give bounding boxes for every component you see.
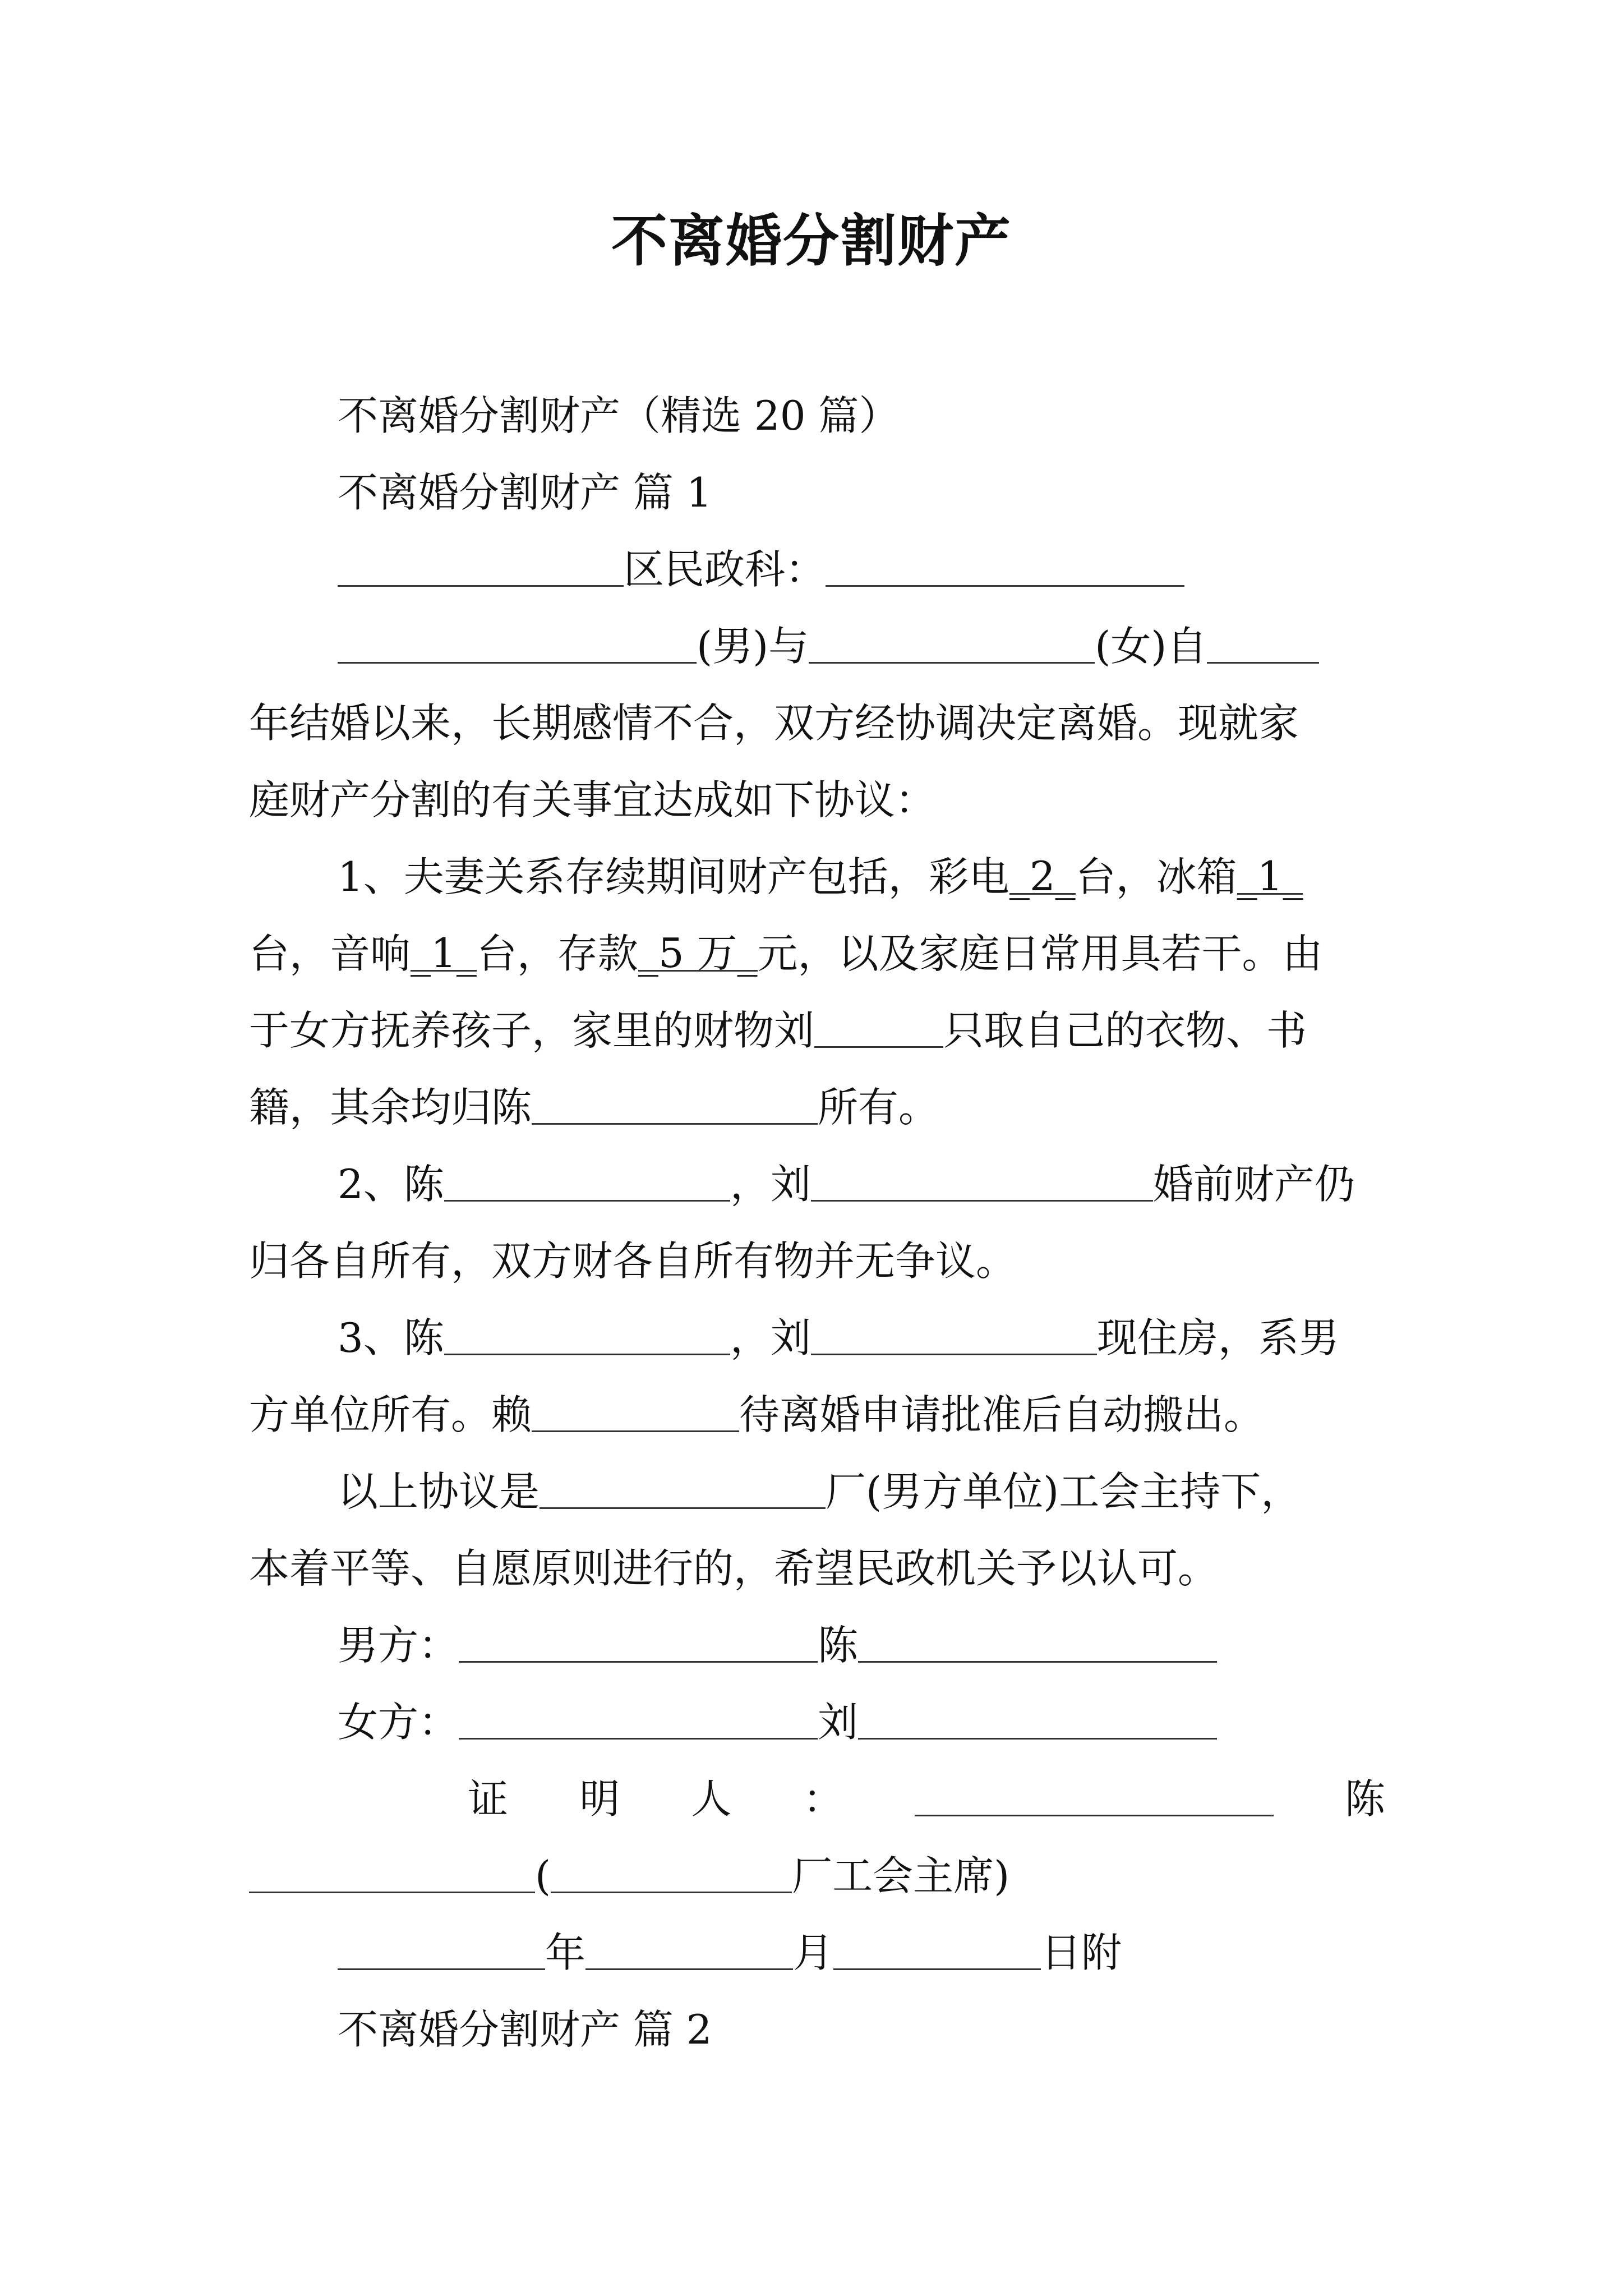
witness-role: 厂工会主席) [792,1852,1010,1899]
paragraph-4-text-b: 厂(男方单位)工会主持下， [826,1468,1302,1515]
district-label: 区民政科： [624,546,826,593]
witness-char-2: 明 [579,1775,620,1823]
blank-lai [532,1398,739,1432]
witness-paren-open: ( [535,1852,551,1899]
blank-year-date [338,1936,545,1970]
male-marker: (男)与 [697,623,809,670]
paragraph-1-line-2: 庭财产分割的有关事宜达成如下协议： [249,776,936,823]
item-1-text-e: 元，以及家庭日常用具若干。由 [757,930,1323,977]
item-1-text-a: 1、夫妻关系存续期间财产包括，彩电 [338,853,1009,900]
blank-male-signature-2 [858,1628,1217,1663]
blank-female-name [809,629,1095,664]
section-2-heading: 不离婚分割财产 篇 2 [338,2006,712,2053]
paragraph-4-line-1 [249,1453,1385,1530]
blank-witness-factory [551,1859,792,1893]
witness-char-3: 人 [691,1775,732,1823]
item-2-text-a: 2、陈 [338,1161,444,1208]
item-1-text-i: 所有。 [818,1084,939,1131]
date-year-label: 年 [545,1929,586,1976]
blank-female-signature [459,1705,818,1740]
item-2-text-b: ，刘 [730,1161,811,1208]
blank-liu-3 [811,1321,1097,1355]
female-signature-line [249,1684,1385,1761]
blank-district [338,553,624,587]
item-3-text-e: 待离婚申请批准后自动搬出。 [739,1391,1265,1438]
witness-char-4: ： [803,1775,843,1823]
blank-male-name [338,629,697,664]
paragraph-4-line-2: 本着平等、自愿原则进行的，希望民政机关予以认可。 [249,1545,1219,1592]
witness-line-1 [249,1761,1385,1838]
parties-line [249,608,1385,685]
blank-deposit: _5 万_ [638,930,758,977]
male-name: 陈 [818,1622,859,1669]
item-2-line-2: 归各自所有，双方财各自所有物并无争议。 [249,1237,1017,1285]
item-1-text-g: 只取自己的衣物、书 [943,1007,1307,1054]
date-month-label: 月 [793,1929,834,1976]
item-1-line-1 [249,839,1385,915]
blank-witness [915,1782,1274,1816]
document-title: 不离婚分割财产 [611,208,1012,274]
item-3-line-2 [249,1377,1385,1453]
subtitle: 不离婚分割财产（精选 20 篇） [338,392,900,439]
audio-count: 1 [431,930,457,977]
item-2-line-1 [249,1146,1385,1223]
blank-chen-2 [444,1167,730,1202]
item-3-text-c: 现住房，系男 [1096,1314,1339,1361]
item-1-line-2 [249,915,1385,992]
blank-chen [532,1091,818,1125]
blank-female-signature-2 [858,1705,1217,1740]
blank-fridge: _1_ [1237,853,1303,900]
witness-name: 陈 [1344,1775,1385,1823]
item-2-text-c: 婚前财产仍 [1152,1161,1355,1208]
blank-liu [814,1014,943,1048]
fridge-count: 1 [1257,853,1283,900]
blank-chen-3 [444,1321,730,1355]
item-1-text-h: 籍，其余均归陈 [249,1084,532,1131]
item-1-text-b: 台，冰箱 [1075,853,1237,900]
item-1-text-f: 于女方抚养孩子，家里的财物刘 [249,1007,815,1054]
deposit-amount: 5 万 [658,930,737,977]
blank-month [585,1936,793,1970]
item-3-text-b: ，刘 [730,1314,811,1361]
district-line [249,531,1385,608]
date-line [249,1915,1385,1991]
blank-day [833,1936,1041,1970]
item-3-text-d: 方单位所有。赖 [249,1391,532,1438]
section-1-heading: 不离婚分割财产 篇 1 [338,469,712,516]
blank-tv: _2_ [1009,853,1076,900]
blank-witness-2 [249,1859,535,1893]
item-1-text-c: 台，音响 [249,930,411,977]
item-3-text-a: 3、陈 [338,1314,444,1361]
paragraph-1-line-1: 年结婚以来，长期感情不合，双方经协调决定离婚。现就家 [249,700,1299,747]
female-marker: (女)自 [1095,623,1207,670]
female-label: 女方： [338,1699,459,1746]
blank-audio: _1_ [411,930,477,977]
tv-count: 2 [1029,853,1055,900]
blank-liu-2 [811,1167,1153,1202]
date-day-label: 日附 [1041,1929,1122,1976]
witness-line-2 [249,1838,1385,1915]
blank-district-office [826,553,1184,587]
blank-factory [540,1475,826,1509]
male-label: 男方： [338,1622,459,1669]
female-name: 刘 [818,1699,859,1746]
blank-male-signature [459,1628,818,1663]
male-signature-line [249,1607,1385,1684]
witness-char-1: 证 [468,1775,509,1823]
item-1-line-4 [249,1069,1385,1146]
paragraph-4-text-a: 以上协议是 [338,1468,540,1515]
item-1-line-3 [249,992,1385,1069]
document-body [249,378,1385,2068]
blank-year [1207,629,1319,664]
item-1-text-d: 台，存款 [476,930,638,977]
item-3-line-1 [249,1300,1385,1377]
